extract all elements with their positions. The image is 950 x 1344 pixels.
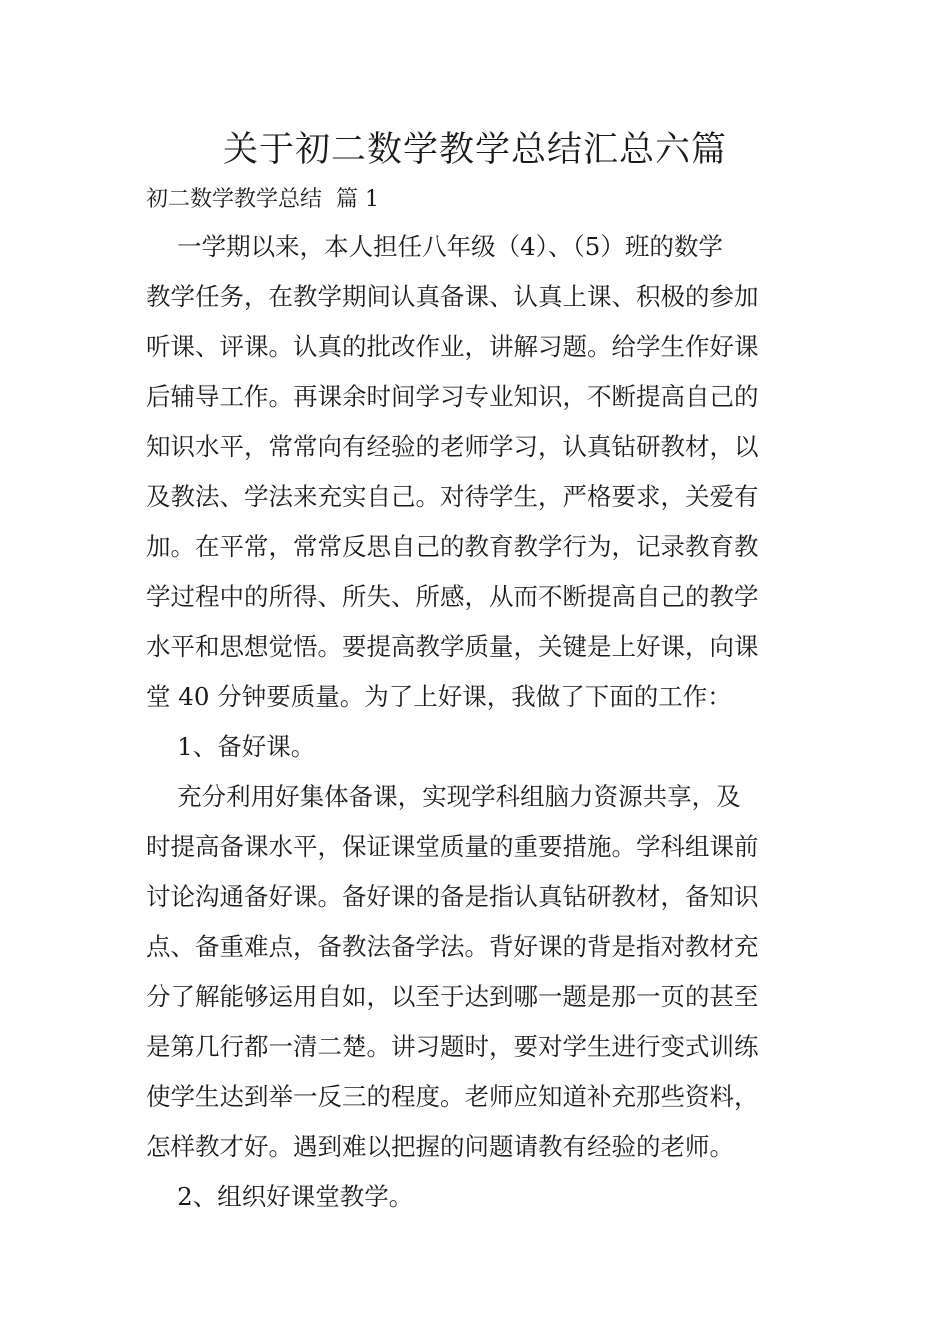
numbered-heading: 1、备好课。 bbox=[146, 732, 316, 761]
text-line: 充分利用好集体备课，实现学科组脑力资源共享，及 bbox=[146, 782, 741, 811]
text-line: 点、备重难点，备教法备学法。背好课的背是指对教材充 bbox=[146, 932, 759, 961]
text-line: 听课、评课。认真的批改作业，讲解习题。给学生作好课 bbox=[146, 332, 759, 361]
text-line: 分了解能够运用自如，以至于达到哪一题是那一页的甚至 bbox=[146, 982, 759, 1011]
text-line: 堂 40 分钟要质量。为了上好课，我做了下面的工作： bbox=[146, 682, 732, 711]
text-line: 时提高备课水平，保证课堂质量的重要措施。学科组课前 bbox=[146, 832, 759, 861]
text-line: 及教法、学法来充实自己。对待学生，严格要求，关爱有 bbox=[146, 482, 759, 511]
section-heading: 初二数学教学总结 篇 1 bbox=[146, 187, 379, 212]
text-line: 怎样教才好。遇到难以把握的问题请教有经验的老师。 bbox=[146, 1132, 734, 1161]
text-line: 一学期以来，本人担任八年级（4）、（5）班的数学 bbox=[146, 232, 723, 261]
text-line: 是第几行都一清二楚。讲习题时，要对学生进行变式训练 bbox=[146, 1032, 759, 1061]
text-line: 使学生达到举一反三的程度。老师应知道补充那些资料， bbox=[146, 1082, 759, 1111]
text-line: 水平和思想觉悟。要提高教学质量，关键是上好课，向课 bbox=[146, 632, 759, 661]
text-line: 学过程中的所得、所失、所感，从而不断提高自己的教学 bbox=[146, 582, 759, 611]
text-line: 知识水平，常常向有经验的老师学习，认真钻研教材，以 bbox=[146, 432, 759, 461]
text-line: 后辅导工作。再课余时间学习专业知识，不断提高自己的 bbox=[146, 382, 759, 411]
text-line: 讨论沟通备好课。备好课的备是指认真钻研教材，备知识 bbox=[146, 882, 759, 911]
text-line: 教学任务，在教学期间认真备课、认真上课、积极的参加 bbox=[146, 282, 759, 311]
numbered-heading: 2、组织好课堂教学。 bbox=[146, 1182, 414, 1211]
text-line: 加。在平常，常常反思自己的教育教学行为，记录教育教 bbox=[146, 532, 759, 561]
document-title: 关于初二数学教学总结汇总六篇 bbox=[222, 130, 727, 170]
